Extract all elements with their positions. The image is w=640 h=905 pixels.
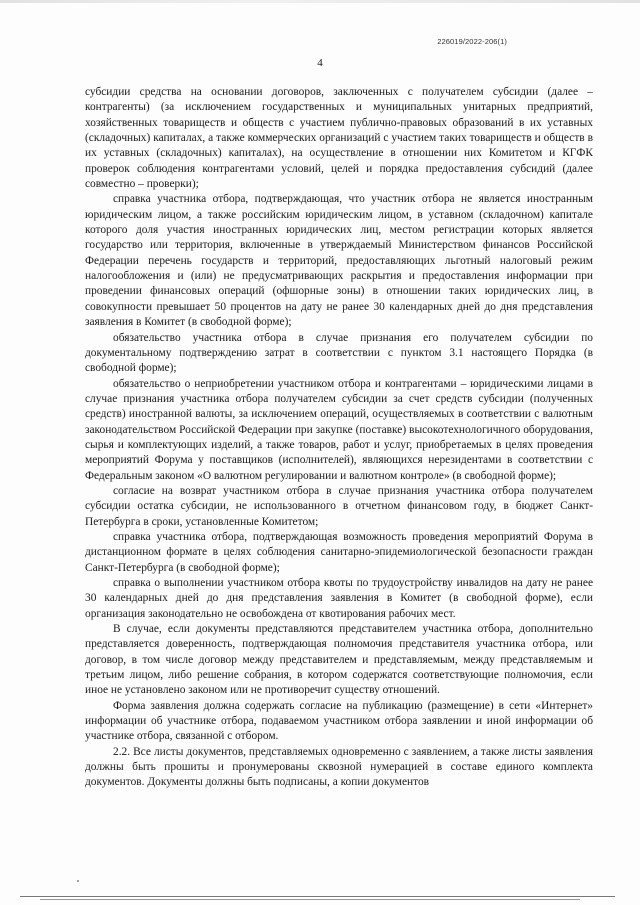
scan-edge-top [0, 0, 640, 3]
scan-artifact-line [40, 899, 580, 900]
scan-speck [77, 880, 79, 882]
paragraph-continuation: субсидии средства на основании договоров, заключенных с получателем субсидии (далее – контрагенты) (за исключением государственных и муниципальных унитарных предприятий, хозяйственных товариществ и обществ с участием публично-правовых образований в их уставных (складочных) капиталах, а также коммерческих организаций с участием таких товариществ и обществ в их уставных (складочных) капиталах), на осуществление в отношении них Комитетом и КГФК проверок соблюдения контрагентами условий, целей и порядка предоставления субсидий (далее совместно – проверки); [85, 86, 593, 191]
paragraph-section-2-2: 2.2. Все листы документов, представляемых одновременно с заявлением, а также листы заявления должны быть прошиты и пронумерованы сквозной нумерацией в составе единого комплекта документов. Документы должны быть подписаны, а копии документов [85, 745, 593, 789]
paragraph-subsidy-return-consent: согласие на возврат участником отбора в случае признания участника отбора получателем субсидии остатка субсидии, не использованного в отчетном финансовом году, в бюджет Санкт-Петербурга в сроки, установленные Комитетом; [85, 484, 593, 528]
paragraph-publication-consent: Форма заявления должна содержать согласие на публикацию (размещение) в сети «Интернет» информации об участнике отбора, подаваемом участником отбора заявлении и иной информации об участнике отбора, связанной с отбором. [85, 699, 593, 743]
paragraph-remote-format-certificate: справка участника отбора, подтверждающая возможность проведения мероприятий Форума в дистанционном формате в целях соблюдения санитарно-эпидемиологической безопасности граждан Санкт-Петербурга (в свободной форме); [85, 530, 593, 574]
paragraph-cost-confirmation-obligation: обязательство участника отбора в случае признания его получателем субсидии по документальному подтверждению затрат в соответствии с пунктом 3.1 настоящего Порядка (в свободной форме); [85, 331, 593, 375]
paragraph-representative-power: В случае, если документы представляются представителем участника отбора, дополнительно представляется доверенность, подтверждающая полномочия представителя участника отбора, или договор, в том числе договор между представителем и представляемым, между представляемым и третьим лицом, либо решение собрания, в котором содержатся соответствующие полномочия, если иное не установлено законом или не противоречит существу отношений. [85, 623, 593, 697]
scan-artifact-line [20, 896, 615, 897]
scan-edge-bottom [0, 893, 640, 905]
paragraph-foreign-entity-certificate: справка участника отбора, подтверждающая, что участник отбора не является иностранным юридическим лицом, а также российским юридическим лицом, в уставном (складочном) капитале которого доля участия иностранных юридических лиц, местом регистрации которых является государство или территория, включенные в утверждаемый Министерством финансов Российской Федерации перечень государств и территорий, предоставляющих льготный налоговый режим налогообложения и (или) не предусматривающих раскрытия и предоставления информации при проведении финансовых операций (офшорные зоны) в отношении таких юридических лиц, в совокупности превышает 50 процентов на дату не ранее 30 календарных дней до дня представления заявления в Комитет (в свободной форме); [85, 193, 593, 329]
document-body [85, 85, 593, 791]
paragraph-disability-quota-certificate: справка о выполнении участником отбора квоты по трудоустройству инвалидов на дату не ранее 30 календарных дней до дня представления заявления в Комитет (в свободной форме), если организация законодательно не освобождена от квотирования рабочих мест. [85, 577, 593, 620]
document-registration-number: 226019/2022-206(1) [437, 37, 507, 46]
page-number: 4 [317, 57, 323, 69]
paragraph-foreign-currency-obligation: обязательство о неприобретении участником отбора и контрагентами – юридическими лицами в случае признания участника отбора получателем субсидии за счет средств субсидии (полученных средств) иностранной валюты, за исключением операций, осуществляемых в соответствии с валютным законодательством Российской Федерации при закупке (поставке) высокотехнологичного оборудования, сырья и комплектующих изделий, а также товаров, работ и услуг, приобретаемых в целях проведения мероприятий Форума у поставщиков (исполнителей), являющихся нерезидентами в соответствии с Федеральным законом «О валютном регулировании и валютном контроле» (в свободной форме); [85, 377, 593, 482]
